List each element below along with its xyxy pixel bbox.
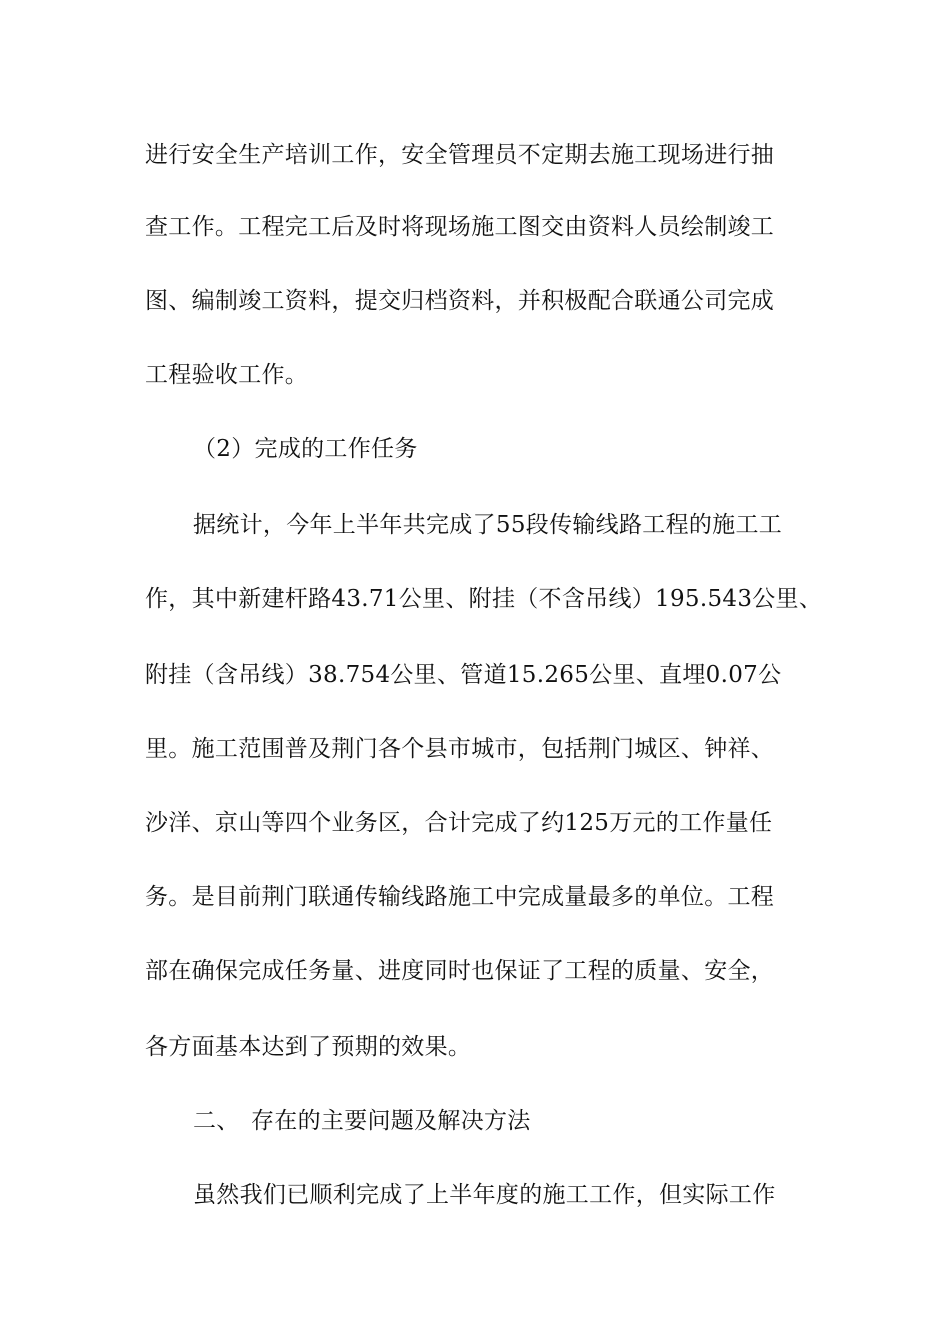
subheading: （2）完成的工作任务: [193, 436, 418, 462]
section-heading: [193, 1106, 893, 1136]
paragraph-line: 各方面基本达到了预期的效果。: [145, 1034, 472, 1060]
paragraph-line: 图、编制竣工资料，提交归档资料，并积极配合联通公司完成: [145, 288, 775, 314]
paragraph-line: 查工作。工程完工后及时将现场施工图交由资料人员绘制竣工: [145, 214, 775, 240]
paragraph-line: 附挂（含吊线）38.754公里、管道15.265公里、直埋0.07公: [145, 662, 782, 688]
paragraph-line: 沙洋、京山等四个业务区，合计完成了约125万元的工作量任: [145, 810, 773, 836]
section-title: 存在的主要问题及解决方法: [251, 1108, 531, 1134]
paragraph-line: 虽然我们已顺利完成了上半年度的施工工作，但实际工作: [193, 1182, 776, 1208]
paragraph-line: 据统计，今年上半年共完成了55段传输线路工程的施工工: [193, 512, 783, 538]
paragraph-line: 部在确保完成任务量、进度同时也保证了工程的质量、安全，: [145, 958, 775, 984]
paragraph-line: 进行安全生产培训工作，安全管理员不定期去施工现场进行抽: [145, 142, 775, 168]
paragraph-line: 工程验收工作。: [145, 362, 309, 388]
paragraph-line: 作，其中新建杆路43.71公里、附挂（不含吊线）195.543公里、: [145, 586, 823, 612]
section-number: 二、: [193, 1108, 240, 1134]
paragraph-line: 务。是目前荆门联通传输线路施工中完成量最多的单位。工程: [145, 884, 775, 910]
paragraph-line: 里。施工范围普及荆门各个县市城市，包括荆门城区、钟祥、: [145, 736, 775, 762]
